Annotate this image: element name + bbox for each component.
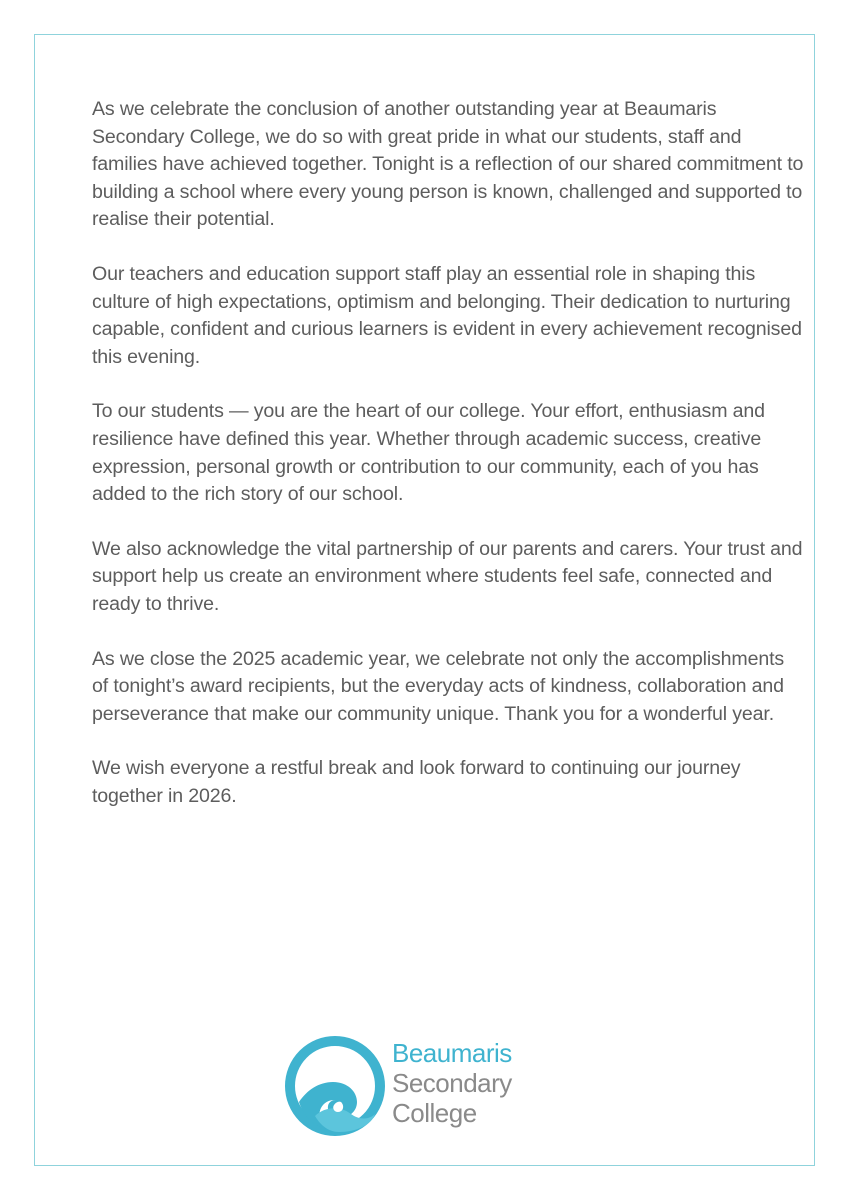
logo-line-secondary: Secondary xyxy=(392,1068,512,1098)
logo-wordmark xyxy=(392,1038,562,1128)
paragraph-students: To our students — you are the heart of our college. Your effort, enthusiasm and resilience have defined this year. Whether through academic success, creative expression, personal growth or contribution to our community, each of you has added to the rich story of our school. xyxy=(92,400,765,506)
letter-body xyxy=(92,96,804,837)
paragraph-farewell: We wish everyone a restful break and look forward to continuing our journey together in 2026. xyxy=(92,757,741,807)
wave-circle-icon xyxy=(285,1036,385,1136)
college-logo xyxy=(285,1036,555,1136)
paragraph-close-of-year: As we close the 2025 academic year, we celebrate not only the accomplishments of tonight’s award recipients, but the everyday acts of kindness, collaboration and perseverance that make our community unique. Thank you for a wonderful year. xyxy=(92,647,785,725)
logo-line-college: College xyxy=(392,1098,477,1128)
logo-line-beaumaris: Beaumaris xyxy=(392,1038,512,1068)
paragraph-staff: Our teachers and education support staff play an essential role in shaping this culture of high expectations, optimism and belonging. Their dedication to nurturing capable, confident and curious learners is evident in every achievement recognised this evening. xyxy=(92,262,802,368)
paragraph-celebration: As we celebrate the conclusion of another outstanding year at Beaumaris Secondary College, we do so with great pride in what our students, staff and families have achieved together. Tonight is a reflection of our shared commitment to building a school where every young person is known, challenged and supported to realise their potential. xyxy=(92,98,804,231)
paragraph-parents: We also acknowledge the vital partnership of our parents and carers. Your trust and support help us create an environment where students feel safe, connected and ready to thrive. xyxy=(92,537,803,615)
